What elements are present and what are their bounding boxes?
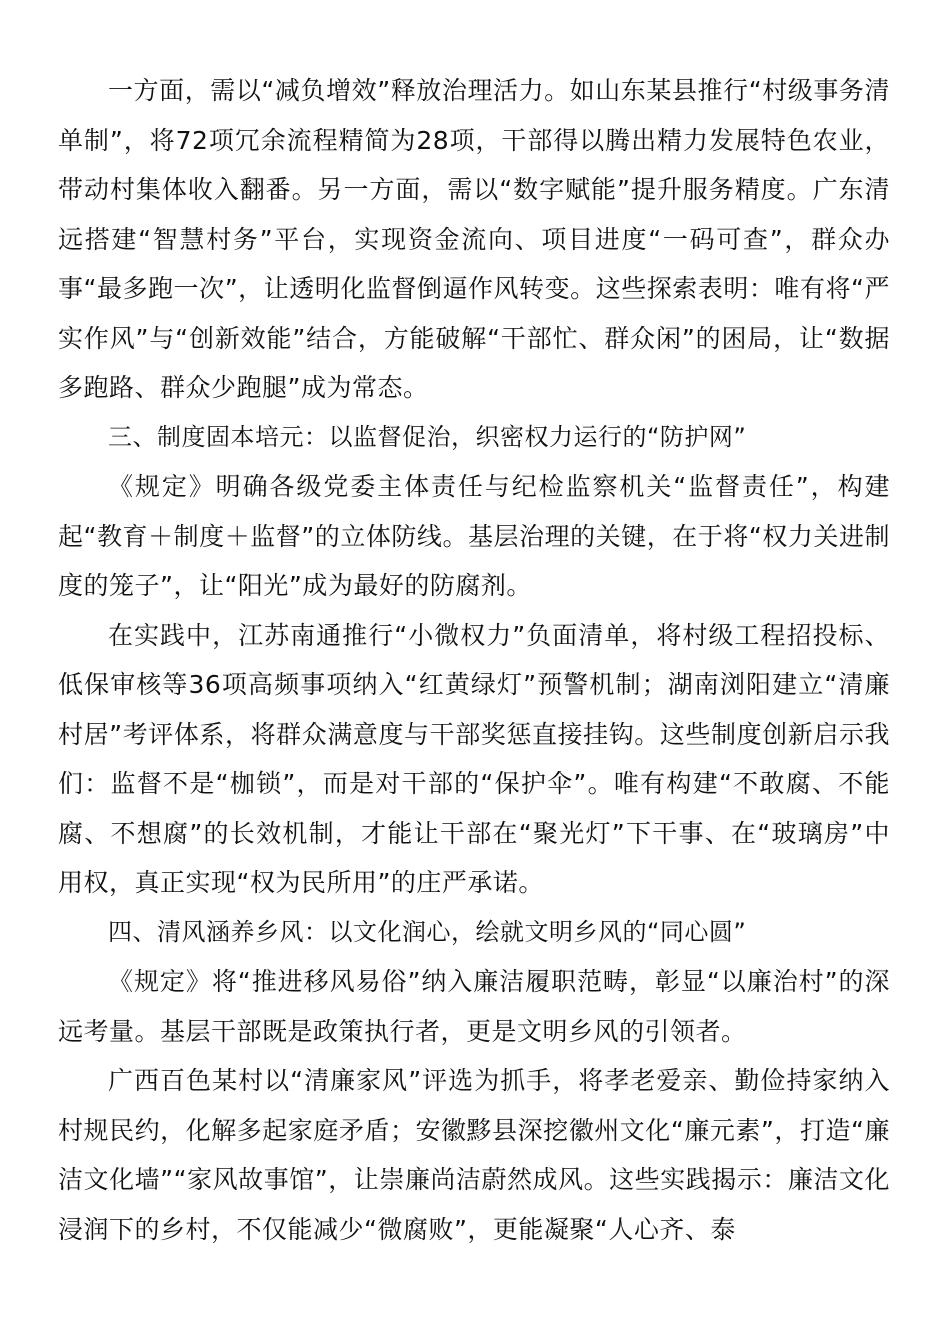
document-body [58,66,890,1254]
paragraph-practice-examples: 在实践中，江苏南通推行“小微权力”负面清单，将村级工程招投标、低保审核等36项高频事项纳入“红黄绿灯”预警机制；湖南浏阳建立“清廉村居”考评体系，将群众满意度与干部奖惩直接挂钩。这些制度创新启示我们：监督不是“枷锁”，而是对干部的“保护伞”。唯有构建“不敢腐、不能腐、不想腐”的长效机制，才能让干部在“聚光灯”下干事、在“玻璃房”中用权，真正实现“权为民所用”的庄严承诺。 [58,620,890,897]
paragraph-regulation-supervision: 《规定》明确各级党委主体责任与纪检监察机关“监督责任”，构建起“教育＋制度＋监督”的立体防线。基层治理的关键，在于将“权力关进制度的笼子”，让“阳光”成为最好的防腐剂。 [58,472,890,600]
section-heading-3: 三、制度固本培元：以监督促治，织密权力运行的“防护网” [108,422,747,451]
section-heading-4: 四、清风涵养乡风：以文化润心，绘就文明乡风的“同心圆” [108,917,747,946]
paragraph-clean-culture: 广西百色某村以“清廉家风”评选为抓手，将孝老爱亲、勤俭持家纳入村规民约，化解多起家庭矛盾；安徽黟县深挖徽州文化“廉元素”，打造“廉洁文化墙”“家风故事馆”，让崇廉尚洁蔚然成风。这些实践揭示：廉洁文化浸润下的乡村，不仅能减少“微腐败”，更能凝聚“人心齐、泰 [58,1066,890,1244]
paragraph-reduce-burden: 一方面，需以“减负增效”释放治理活力。如山东某县推行“村级事务清单制”，将72项冗余流程精简为28项，干部得以腾出精力发展特色农业，带动村集体收入翻番。另一方面，需以“数字赋能”提升服务精度。广东清远搭建“智慧村务”平台，实现资金流向、项目进度“一码可查”，群众办事“最多跑一次”，让透明化监督倒逼作风转变。这些探索表明：唯有将“严实作风”与“创新效能”结合，方能破解“干部忙、群众闲”的困局，让“数据多跑路、群众少跑腿”成为常态。 [58,76,890,402]
paragraph-customs-reform: 《规定》将“推进移风易俗”纳入廉洁履职范畴，彰显“以廉治村”的深远考量。基层干部既是政策执行者，更是文明乡风的引领者。 [58,967,890,1046]
